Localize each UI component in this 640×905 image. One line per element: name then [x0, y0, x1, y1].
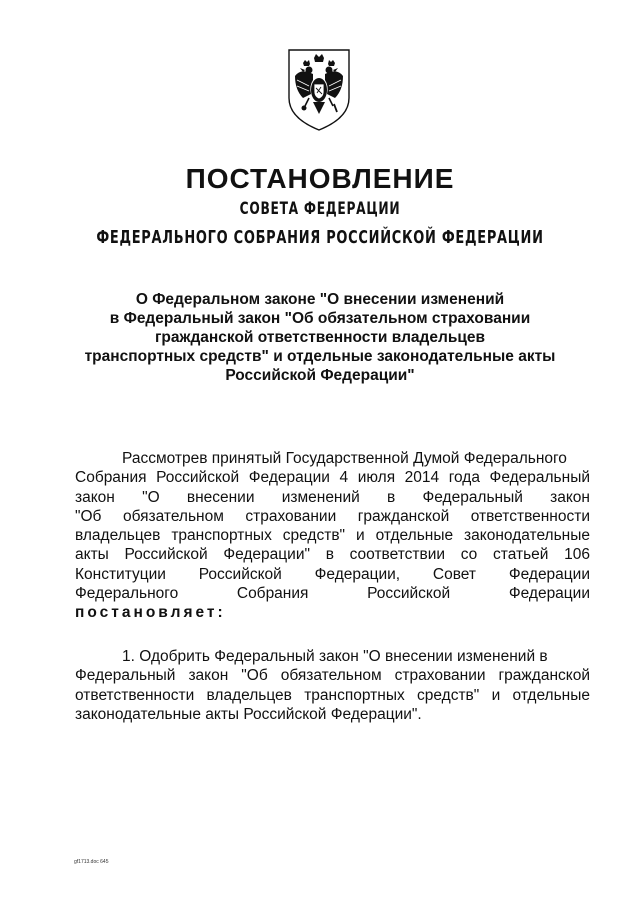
subject-line: транспортных средств" и отдельные законодательные акты	[84, 348, 556, 365]
decision-line: Федеральный закон "Об обязательном страховании гражданской	[75, 667, 590, 685]
preamble-line: Федерального Собрания Российской Федерации	[75, 585, 590, 603]
double-headed-eagle-icon	[283, 46, 355, 132]
decision-line: 1. Одобрить Федеральный закон "О внесении изменений в	[122, 648, 548, 665]
preamble-line: закон "О внесении изменений в Федеральный закон	[75, 488, 590, 506]
preamble-line: Конституции Российской Федерации, Совет Федерации	[75, 565, 590, 583]
decision-paragraph	[75, 647, 590, 724]
decree-word: постановляет:	[75, 604, 226, 622]
document-subtitle-line1: СОВЕТА ФЕДЕРАЦИИ	[239, 199, 401, 219]
document-subtitle-line2: ФЕДЕРАЛЬНОГО СОБРАНИЯ РОССИЙСКОЙ ФЕДЕРАЦИИ	[96, 227, 544, 248]
decision-line: законодательные акты Российской Федерации".	[75, 705, 422, 723]
document-title: ПОСТАНОВЛЕНИЕ	[185, 163, 455, 194]
decision-line: ответственности владельцев транспортных средств" и отдельные	[75, 686, 590, 704]
preamble-line: "Об обязательном страховании гражданской ответственности	[75, 507, 590, 525]
preamble-line: владельцев транспортных средств" и отдельные законодательные	[75, 527, 590, 545]
subject-line: в Федеральный закон "Об обязательном страховании	[109, 310, 531, 327]
subject-line: гражданской ответственности владельцев	[154, 329, 486, 346]
preamble-line: акты Российской Федерации" в соответствии со статьей 106	[75, 546, 590, 564]
document-subject	[70, 290, 570, 385]
preamble-line: Рассмотрев принятый Государственной Думой Федерального	[122, 450, 567, 467]
preamble-line: Собрания Российской Федерации 4 июля 2014 года Федеральный	[75, 469, 590, 487]
document-code: gf1713.doc 645	[74, 859, 109, 865]
preamble-paragraph	[75, 449, 590, 623]
subject-line: О Федеральном законе "О внесении изменений	[135, 291, 505, 308]
subject-line: Российской Федерации"	[225, 367, 415, 384]
coat-of-arms-emblem	[283, 46, 355, 132]
